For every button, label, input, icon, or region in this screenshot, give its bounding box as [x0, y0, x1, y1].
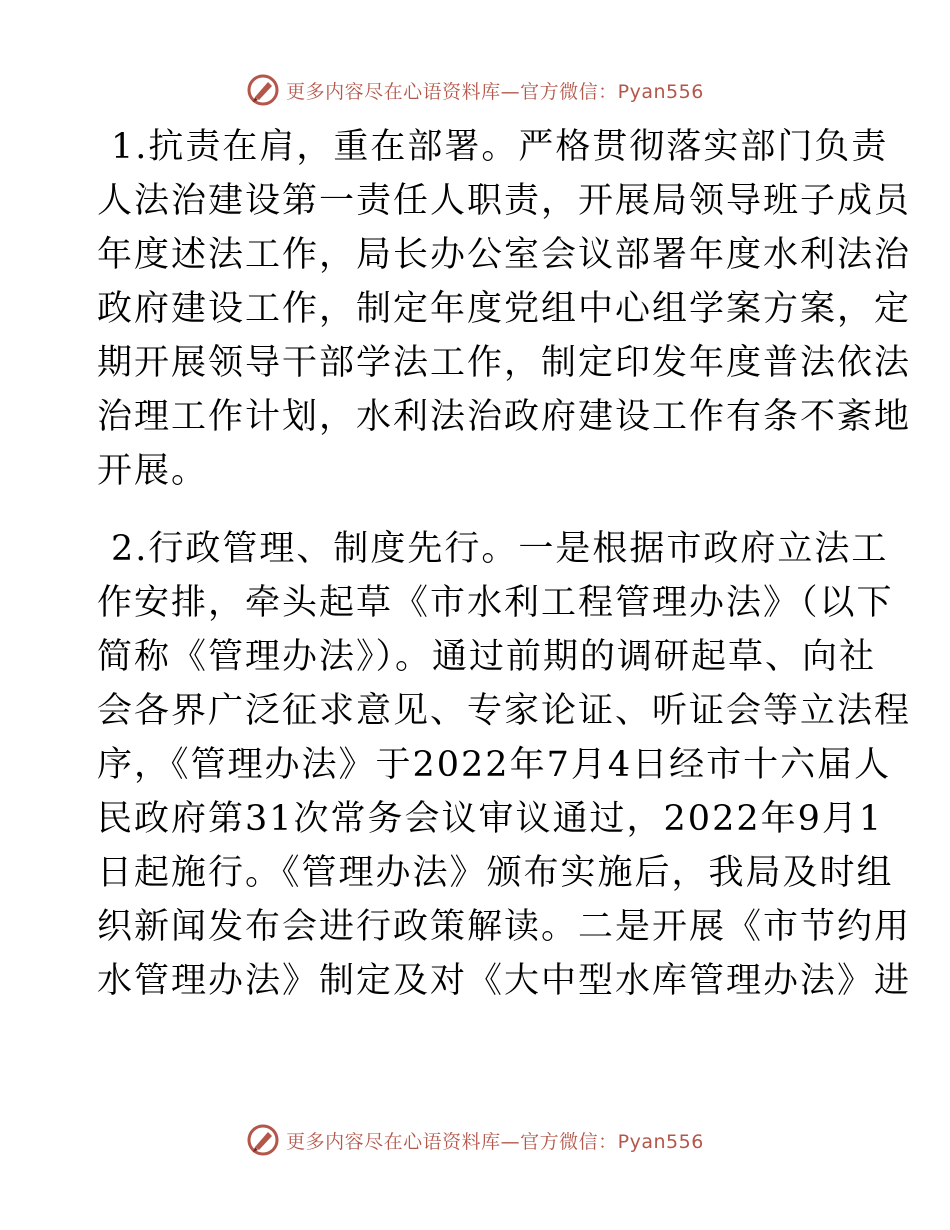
text-line: 水管理办法》制定及对《大中型水库管理办法》进: [97, 961, 912, 1001]
text-line: 日起施行。《管理办法》颁布实施后，我局及时组: [97, 853, 894, 893]
text-line: 会各界广泛征求意见、专家论证、听证会等立法程: [97, 691, 912, 731]
text-line: 政府建设工作，制定年度党组中心组学案方案，定: [97, 289, 912, 329]
text-line: 织新闻发布会进行政策解读。二是开展《市节约用: [97, 907, 912, 947]
header-banner-text: 更多内容尽在心语资料库—官方微信：Pyan556: [286, 80, 704, 103]
text-line: 年度述法工作，局长办公室会议部署年度水利法治: [97, 235, 912, 275]
text-line: 开展。: [97, 451, 209, 491]
pen-logo-icon: [246, 73, 280, 107]
header-banner: [0, 70, 950, 110]
footer-banner: [0, 1120, 950, 1160]
text-line: 人法治建设第一责任人职责，开展局领导班子成员: [97, 181, 912, 221]
text-line: 期开展领导干部学法工作，制定印发年度普法依法: [97, 343, 912, 383]
text-line: 简称《管理办法》）。通过前期的调研起草、向社: [97, 637, 877, 677]
paragraph-1: [97, 120, 912, 498]
text-line: 序，《管理办法》于2022年7月4日经市十六届人: [97, 745, 892, 785]
document-body: [97, 120, 912, 1008]
text-line: 作安排，牵头起草《市水利工程管理办法》（以下: [97, 583, 894, 623]
text-line: 治理工作计划，水利法治政府建设工作有条不紊地: [97, 397, 912, 437]
text-line: 1.抗责在肩，重在部署。严格贯彻落实部门负责: [111, 127, 889, 167]
paragraph-2: [97, 522, 912, 1008]
pen-logo-icon: [246, 1123, 280, 1157]
footer-banner-text: 更多内容尽在心语资料库—官方微信：Pyan556: [286, 1130, 704, 1153]
text-line: 2.行政管理、制度先行。一是根据市政府立法工: [111, 529, 889, 569]
text-line: 民政府第31次常务会议审议通过，2022年9月1: [97, 799, 884, 839]
